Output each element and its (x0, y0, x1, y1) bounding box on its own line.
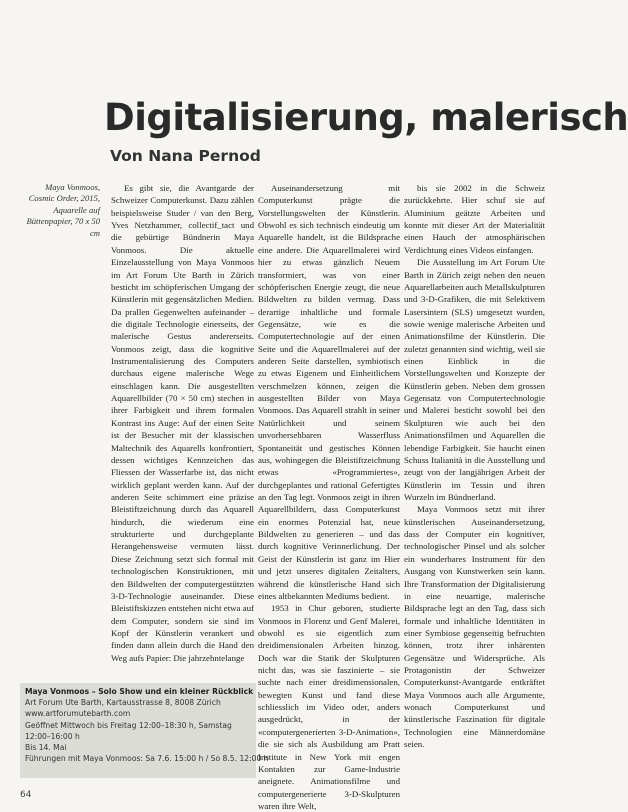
exhibition-address: Art Forum Ute Barth, Kartausstrasse 8, 8008 Zürich (25, 698, 221, 708)
text-column-1 (111, 182, 254, 692)
image-caption: Maya Vonmoos, Cosmic Order, 2015, Aquarelle auf Büttenpapier, 70 x 50 cm (26, 182, 100, 238)
exhibition-title: Maya Vonmoos – Solo Show und ein kleiner Rückblick (25, 687, 254, 696)
opening-hours-continued: 12:00–16:00 h (25, 731, 80, 741)
text-column-3 (404, 182, 545, 772)
paragraph: Auseinandersetzung mit Computerkunst prägte die Vorstellungswelten der Künstlerin. Obwohl es sich technisch eindeutig um Aquarelle handelt, ist die Bildsprache eine andere. Die Aquarellmalerei wird hier zu etwas gänzlich Neuem transformiert, was von einer schöpferischen Energie zeugt, die neue Bildwelten zu bilden vermag. Dass derartige inhaltliche und formale Gegensätze, wie es die Computertechnologie auf der einen Seite und die Aquarellmalerei auf der anderen Seite darstellen, symbiotisch zu etwas Eigenem und Einheitlichem verschmelzen können, zeigen die ausgestellten Bilder von Maya Vonmoos. Das Aquarell strahlt in seiner Natürlichkeit und seinem unvorhersehbaren Wasserfluss Spontaneität und gestisches Können aus, wohingegen die Bleistiftzeichnung etwas «Programmiertes», durchgeplantes und rational Gefertigtes an den Tag legt. Vonmoos zeigt in ihren Aquarellbildern, dass Computerkunst ein enormes Potenzial hat, neue Bildwelten zu generieren – und das durch kognitive Verinnerlichung. Der Geist der Künstlerin ist ganz im Hier und jetzt unseres digitalen Zeitalters, während die künstlerische Hand sich eines altbekannten Mediums bedient. (258, 183, 400, 601)
paragraph: Es gibt sie, die Avantgarde der Schweizer Computerkunst. Dazu zählen beispielsweise Studer / van den Berg, Yves Netzhammer, collectif_tact und die gebürtige Bündnerin Maya Vonmoos. Die aktuelle Einzelausstellung von Maya Vonmoos im Art Forum Ute Barth in Zürich besticht im schöpferischen Umgang der Künstlerin mit gegensätzlichen Medien. Da prallen Gegenwelten aufeinander – die digitale Technologie einerseits, der malerische Gestus andererseits. Vonmoos zeigt, dass die kognitive Instrumentalisierung des Computers durchaus eigene malerische Wege einschlagen kann. Die ausgestellten Aquarellbilder (70 × 50 cm) stechen in ihrer Farbigkeit und ihrem formalen Kontrast ins Auge: Auf der einen Seite ist der Besucher mit der klassischen Maltechnik des Aquarells konfrontiert, dessen wichtiges Kennzeichen das Fliessen der Wasserfarbe ist, das nicht wirklich geplant werden kann. Auf der anderen Seite schimmert eine präzise Bleistiftzeichnung durch das Aquarell hindurch, die wiederum eine strukturierte und durchgeplante Herangehensweise vermuten lässt. Diese Zeichnung setzt sich formal mit technologischen Konstruktionen, mit den Bildwelten der computergestützten 3-D-Technologie auseinander. Diese Bleistiftskizzen entstehen nicht etwa auf dem Computer, sondern sie sind im Kopf der Künstlerin verankert und finden dann allein durch die Hand den Weg aufs Papier: Die jahrzehntelange (111, 183, 254, 663)
article-title: Digitalisierung, malerisch (104, 96, 628, 139)
guided-tours: Führungen mit Maya Vonmoos: Sa 7.6. 15:00 h / So 8.5. 12:00 h (25, 754, 269, 764)
article-byline: Von Nana Pernod (110, 147, 261, 165)
page-number: 64 (20, 790, 32, 800)
text-column-2 (258, 182, 400, 811)
opening-hours: Geöffnet Mittwoch bis Freitag 12:00–18:30 h, Samstag (25, 720, 232, 730)
paragraph: bis sie 2002 in die Schweiz zurückkehrte. Hier schuf sie auf Aluminium geätzte Arbeiten und konnte mit dieser Art der Materialität einen Hauch der atmosphärischen Verdichtung eines Videos einfangen. (404, 183, 545, 255)
exhibition-end-date: Bis 14. Mai (25, 743, 67, 753)
exhibition-website-link[interactable]: www.artforumutebarth.com (25, 709, 131, 719)
exhibition-info-box (20, 683, 269, 778)
paragraph: Die Ausstellung im Art Forum Ute Barth in Zürich zeigt neben den neuen Aquarellarbeiten auch Metallskulpturen und 3-D-Grafiken, die mit Selektivem Lasersintern (SLS) umgesetzt wurden, sowie wenige malerische Arbeiten und Animationsfilme der Künstlerin. Die zuletzt genannten sind wichtig, weil sie einen Einblick in die Vorstellungswelten und Konzepte der Künstlerin geben. Neben dem grossen Gegensatz von Computertechnologie und Malerei besticht sowohl bei den Skulpturen wie auch bei den Animationsfilmen und Aquarellen die lebendige Farbigkeit. Sie haucht einen Schuss Italianità in die Ausstellung und zeugt von der langjährigen Arbeit der Künstlerin im Tessin und ihren Wurzeln im Bündnerland. (404, 257, 545, 502)
paragraph: Maya Vonmoos setzt mit ihrer künstlerischen Auseinandersetzung, dass der Computer ein kognitiver, technologischer Pinsel und als solcher ein wunderbares Instrument für den Ausgang von Kunstwerken sein kann. Ihre Transformation der Digitalisierung in eine neuartige, malerische Bildsprache legt an den Tag, dass sich formale und inhaltliche Identitäten in einer Symbiose gegenseitig befruchten können, trotz ihrer inhärenten Gegensätze und Widersprüche. Als Protagonistin der Schweizer Computerkunst-Avantgarde entkräftet Maya Vonmoos auch alle Argumente, wonach Computerkunst und künstlerische Faszination für digitale Technologien eine Männerdomäne seien. (404, 504, 545, 750)
paragraph: 1953 in Chur geboren, studierte Vonmoos in Florenz und Genf Malerei, obwohl es sie eigentlich zum dreidimensionalen Arbeiten hinzog. Doch war die Statik der Skulpturen nicht das, was sie faszinierte – sie suchte nach einer dreidimensionalen, bewegten Kunst und fand diese schliesslich im Video oder, anders ausgedrückt, in der «computergenerierten 3-D-Animation», die sie sich als Ausbildung am Pratt Institute in New York mit engen Kontakten zur Game-Industrie aneignete. Animationsfilme und computergenerierte 3-D-Skulpturen waren ihre Welt, (258, 603, 400, 811)
